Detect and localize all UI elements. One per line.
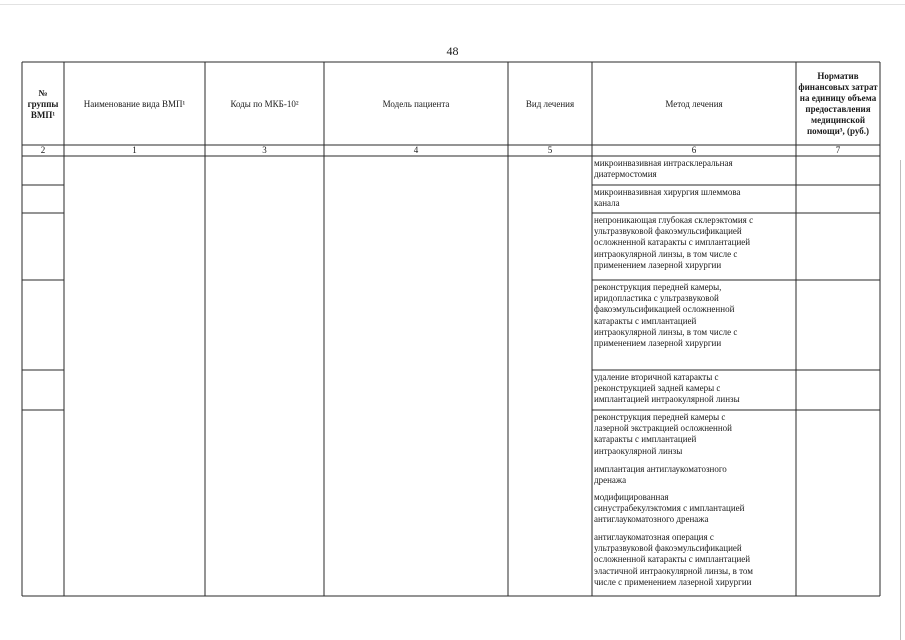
column-number: 3 [262, 145, 267, 155]
column-number: 1 [132, 145, 137, 155]
method-cell: микроинвазивная интрасклеральная диатермостомия [594, 158, 733, 180]
column-number: 6 [691, 145, 697, 155]
scan-edge-line [900, 160, 901, 640]
column-number: 5 [547, 145, 553, 155]
method-cell: микроинвазивная хирургия шлеммова канала [594, 187, 741, 209]
method-cell: непроникающая глубокая склерэктомия с ультразвуковой факоэмульсификацией осложненной катаракты с имплантацией интраокулярной линзы, в том числе с применением лазерной хирургии [594, 215, 754, 270]
method-cell: удаление вторичной катаракты с реконструкцией задней камеры с имплантацией интраокулярной линзы [594, 372, 740, 405]
page-number: 48 [446, 44, 459, 58]
header-name: Наименование вида ВМП¹ [83, 98, 186, 109]
header-model: Модель пациента [382, 98, 450, 109]
header-group: № группы ВМП¹ [27, 87, 59, 120]
column-number: 7 [835, 145, 841, 155]
method-cell: реконструкция передней камеры, иридопластика с ультразвуковой факоэмульсификацией осложненной катаракты с имплантацией интраокулярной линзы, в том числе с применением лазерной хирургии [594, 282, 738, 349]
column-number: 4 [413, 145, 419, 155]
method-cell: имплантация антиглаукоматозного дренажа [594, 464, 727, 486]
scan-top-line [0, 4, 905, 5]
header-norm: Норматив финансовых затрат на единицу объема предоставления медицинской помощи³, (руб.) [798, 71, 878, 136]
method-cell: реконструкция передней камеры с лазерной экстракцией осложненной катаракты с имплантацией интраокулярной линзы [594, 412, 732, 456]
header-method: Метод лечения [665, 98, 723, 109]
header-codes: Коды по МКБ-10² [230, 98, 299, 109]
method-cell: антиглаукоматозная операция с ультразвуковой факоэмульсификацией осложненной катаракты с имплантацией эластичной интраокулярной линзы, в том числе с применением лазерной хирургии [594, 532, 753, 587]
column-number: 2 [40, 145, 46, 155]
header-treatment-type: Вид лечения [525, 98, 575, 109]
method-cell: модифицированная синустрабекулэктомия с имплантацией антиглаукоматозного дренажа [594, 492, 745, 525]
